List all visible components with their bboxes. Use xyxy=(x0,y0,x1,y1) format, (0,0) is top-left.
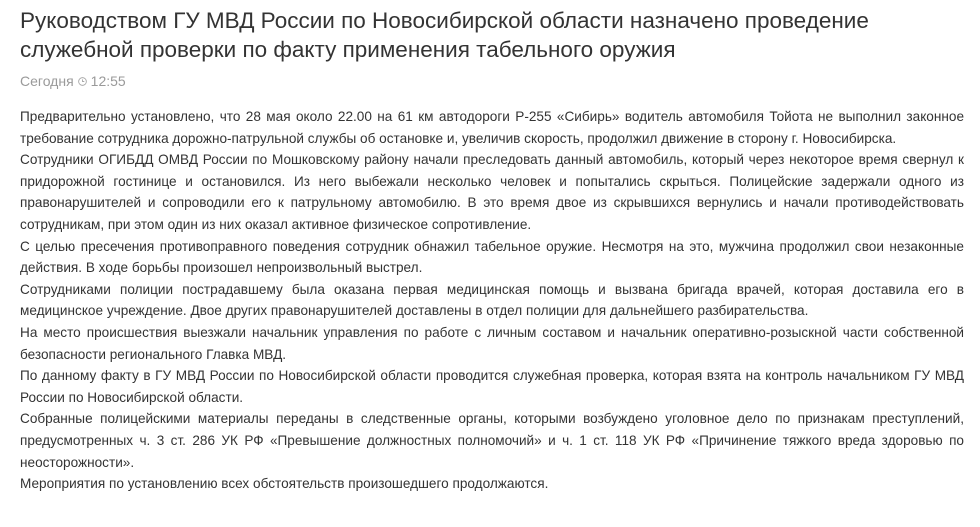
publish-time: 12:55 xyxy=(90,73,126,89)
article-paragraph: Сотрудниками полиции пострадавшему была оказана первая медицинская помощь и вызвана бригада врачей, которая доставила его в медицинское учреждение. Двое других правонарушителей доставлены в отдел полиции для дальнейшего разбирательства. xyxy=(20,281,964,319)
article-paragraph: Мероприятия по установлению всех обстоятельств произошедшего продолжаются. xyxy=(20,476,549,492)
article-body xyxy=(20,106,964,495)
clock-icon xyxy=(78,77,87,86)
article-paragraph: Предварительно установлено, что 28 мая около 22.00 на 61 км автодороги Р-255 «Сибирь» водитель автомобиля Тойота не выполнил законное требование сотрудника дорожно-патрульной службы об остановке и, увеличив скорость, продолжил движение в сторону г. Новосибирска. xyxy=(20,109,964,146)
publish-date: Сегодня xyxy=(20,73,74,89)
article-meta xyxy=(20,71,964,91)
article-title: Руководством ГУ МВД России по Новосибирской области назначено проведение служебной проверки по факту применения табельного оружия xyxy=(20,8,869,62)
article-paragraph: По данному факту в ГУ МВД России по Новосибирской области проводится служебная проверка, которая взята на контроль начальником ГУ МВД России по Новосибирской области. xyxy=(20,368,964,405)
article-paragraph: Собранные полицейскими материалы переданы в следственные органы, которыми возбуждено уголовное дело по признакам преступлений, предусмотренных ч. 3 ст. 286 УК РФ «Превышение должностных полномочий» и ч. 1 ст. 118 УК РФ «Причинение тяжкого вреда здоровью по неосторожности». xyxy=(20,411,964,470)
article xyxy=(20,6,964,495)
article-paragraph: Сотрудники ОГИБДД ОМВД России по Мошковскому району начали преследовать данный автомобиль, который через некоторое время свернул к придорожной гостинице и остановился. Из него выбежали несколько человек и попытались скрыться. Полицейские задержали одного из правонарушителей и сопроводили его к патрульному автомобилю. В это время двое из скрывшихся вернулись и начали противодействовать сотрудникам, при этом один из них оказал активное физическое сопротивление. xyxy=(20,152,964,232)
article-paragraph: На место происшествия выезжали начальник управления по работе с личным составом и начальник оперативно-розыскной части собственной безопасности регионального Главка МВД. xyxy=(20,324,964,362)
article-paragraph: С целью пресечения противоправного поведения сотрудник обнажил табельное оружие. Несмотря на это, мужчина продолжил свои незаконные действия. В ходе борьбы произошел непроизвольный выстрел. xyxy=(20,238,964,276)
